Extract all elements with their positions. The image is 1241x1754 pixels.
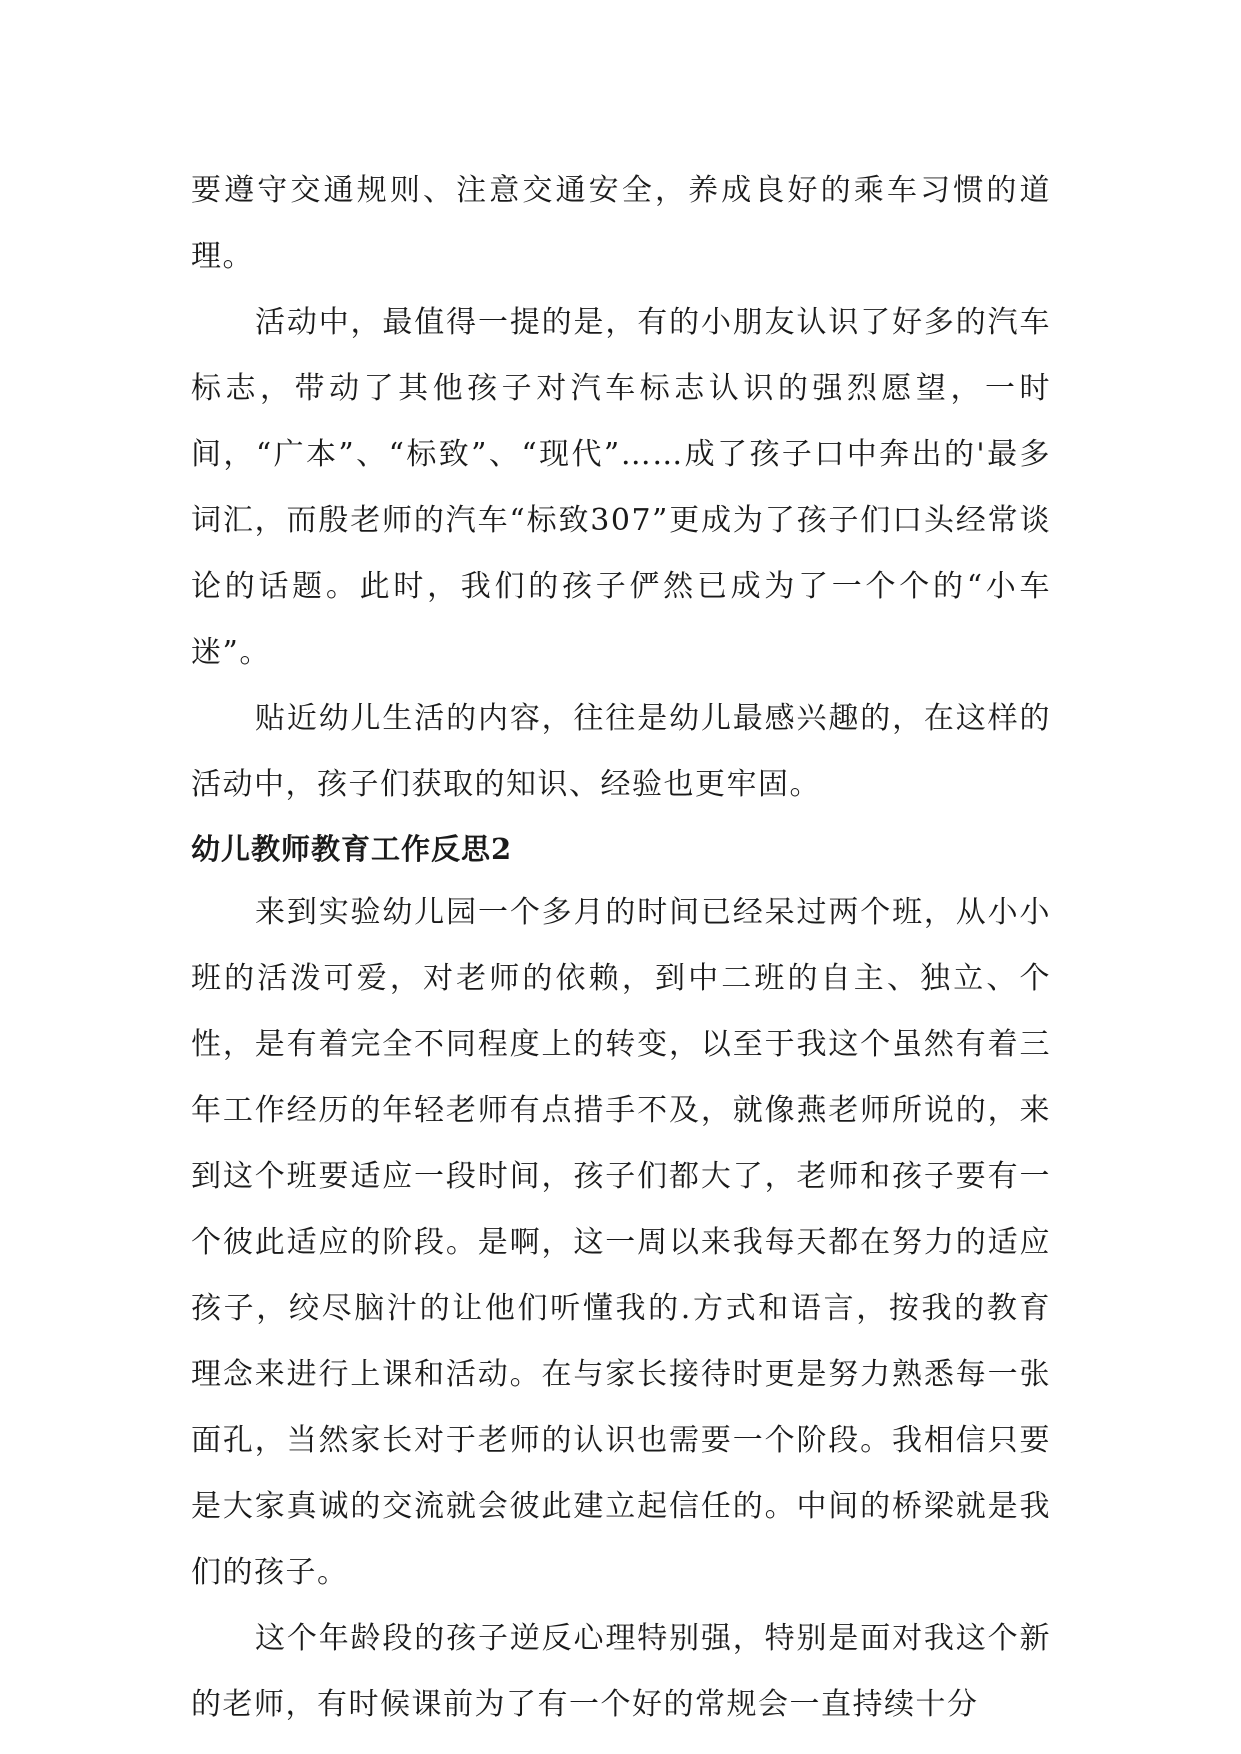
paragraph-daily-life-content: 贴近幼儿生活的内容，往往是幼儿最感兴趣的，在这样的活动中，孩子们获取的知识、经验也更牢固。 bbox=[191, 701, 1051, 802]
section-heading: 幼儿教师教育工作反思2 bbox=[191, 832, 513, 866]
paragraph-traffic-rules: 要遵守交通规则、注意交通安全，养成良好的乘车习惯的道理。 bbox=[191, 173, 1051, 274]
document-body bbox=[191, 158, 1051, 1738]
paragraph-new-class-adaptation: 来到实验幼儿园一个多月的时间已经呆过两个班，从小小班的活泼可爱，对老师的依赖，到中二班的自主、独立、个性，是有着完全不同程度上的转变，以至于我这个虽然有着三年工作经历的年轻老师有点措手不及，就像燕老师所说的，来到这个班要适应一段时间，孩子们都大了，老师和孩子要有一个彼此适应的阶段。是啊，这一周以来我每天都在努力的适应孩子，绞尽脑汁的让他们听懂我的.方式和语言，按我的教育理念来进行上课和活动。在与家长接待时更是努力熟悉每一张面孔，当然家长对于老师的认识也需要一个阶段。我相信只要是大家真诚的交流就会彼此建立起信任的。中间的桥梁就是我们的孩子。 bbox=[191, 895, 1051, 1590]
paragraph-rebellious-age: 这个年龄段的孩子逆反心理特别强，特别是面对我这个新的老师，有时候课前为了有一个好的常规会一直持续十分 bbox=[191, 1621, 1051, 1722]
paragraph-car-logos: 活动中，最值得一提的是，有的小朋友认识了好多的汽车标志，带动了其他孩子对汽车标志认识的强烈愿望，一时间，“广本”、“标致”、“现代”……成了孩子口中奔出的'最多词汇，而殷老师的汽车“标致307”更成为了孩子们口头经常谈论的话题。此时，我们的孩子俨然已成为了一个个的“小车迷”。 bbox=[191, 305, 1051, 670]
